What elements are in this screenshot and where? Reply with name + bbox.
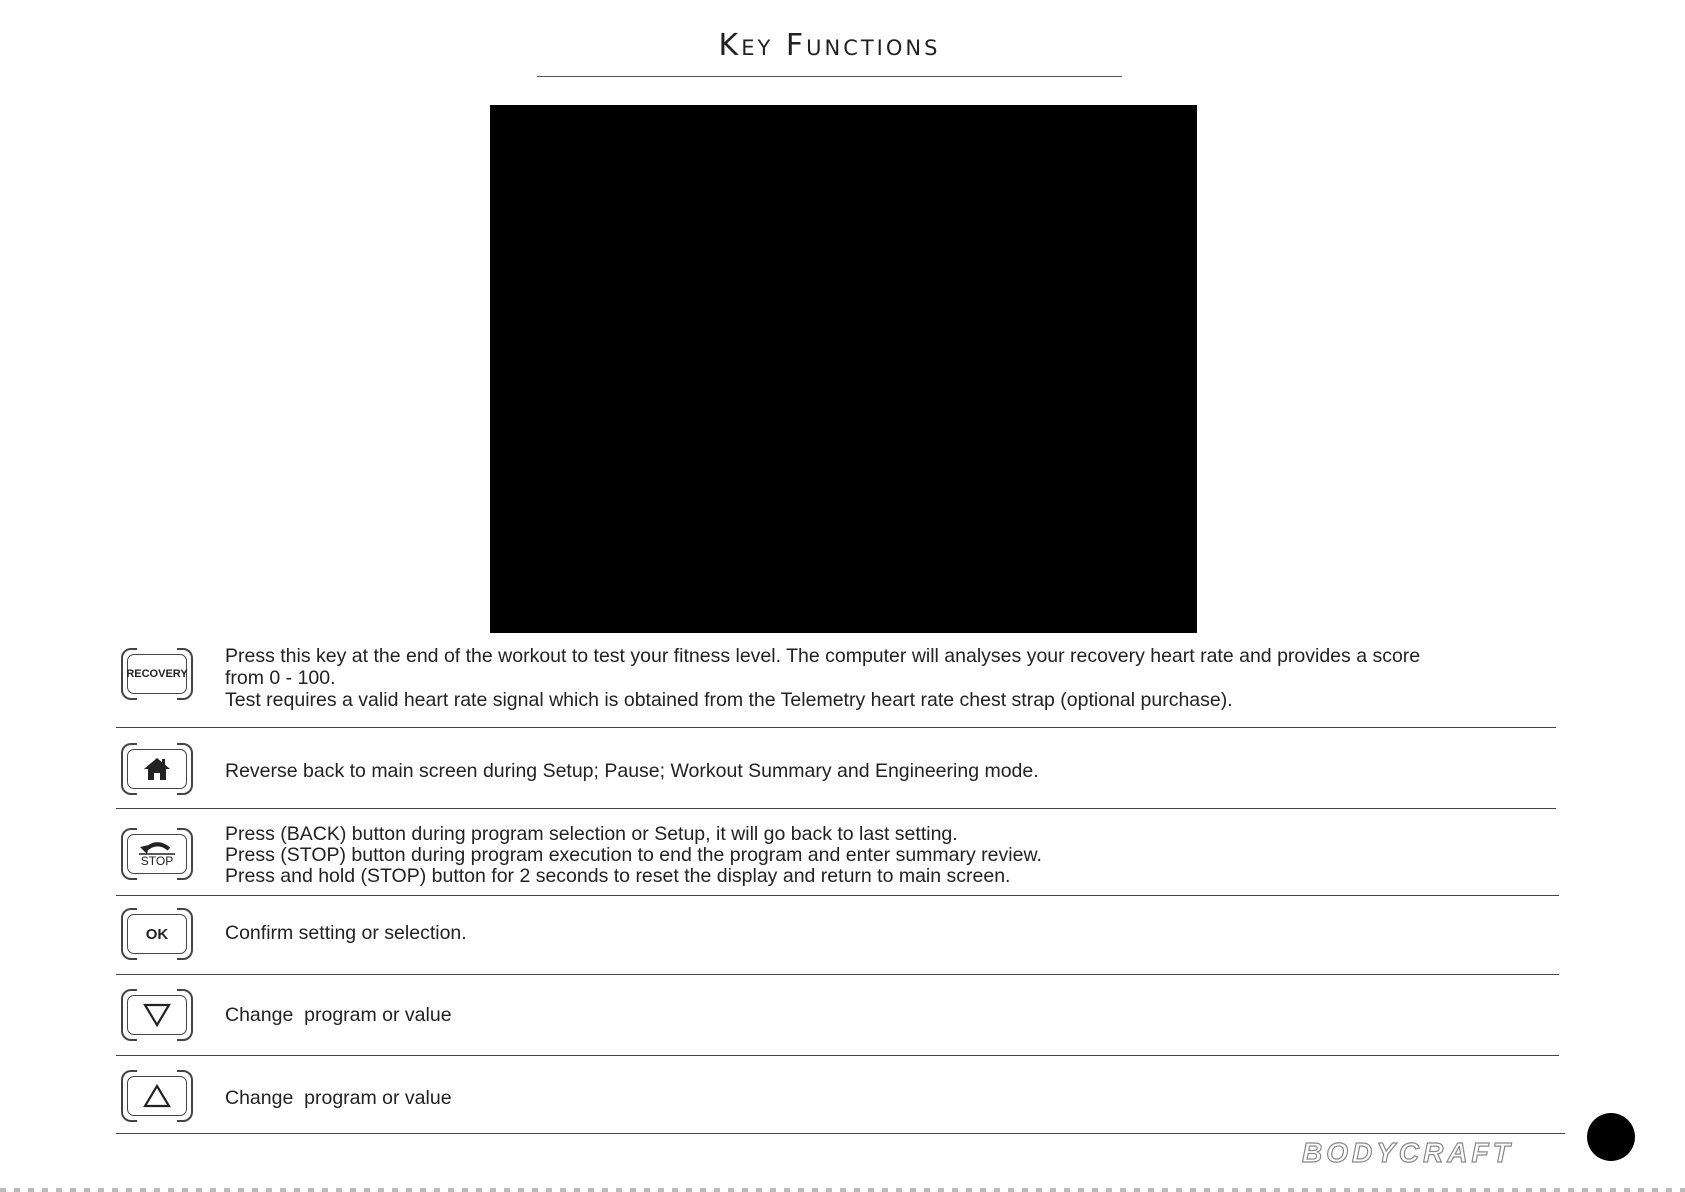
row-divider bbox=[116, 895, 1559, 896]
page-title: Key Functions bbox=[718, 28, 941, 63]
up-description: Change program or value bbox=[225, 1087, 452, 1109]
console-display-image bbox=[490, 105, 1197, 633]
row-divider bbox=[116, 808, 1556, 809]
key-row-ok bbox=[116, 905, 1556, 975]
row-divider bbox=[116, 974, 1559, 975]
up-arrow-key-icon bbox=[121, 1070, 193, 1122]
back-stop-description: Press (BACK) button during program selection or Setup, it will go back to last setting. Press (STOP) button during program execution to end the program and enter summary review. Press and hold (STOP) button for 2 seconds to reset the display and return to main screen. bbox=[225, 823, 1042, 887]
home-description: Reverse back to main screen during Setup; Pause; Workout Summary and Engineering mode. bbox=[225, 760, 1039, 782]
key-row-recovery bbox=[116, 645, 1556, 715]
back-stop-key-icon bbox=[121, 828, 193, 880]
page-marker bbox=[1587, 1113, 1635, 1161]
brand-logo: BODYCRAFT bbox=[1302, 1137, 1514, 1168]
key-row-down bbox=[116, 987, 1556, 1057]
title-divider bbox=[537, 76, 1122, 77]
home-key-icon bbox=[121, 743, 193, 795]
bottom-edge bbox=[0, 1188, 1685, 1192]
recovery-key-label: RECOVERY bbox=[126, 668, 188, 680]
down-description: Change program or value bbox=[225, 1004, 452, 1026]
ok-key-label: OK bbox=[145, 925, 169, 943]
down-arrow-key-icon bbox=[121, 989, 193, 1041]
recovery-key-icon bbox=[121, 648, 193, 700]
key-row-back-stop bbox=[116, 820, 1556, 895]
back-arrow-icon bbox=[137, 841, 177, 855]
recovery-description: Press this key at the end of the workout to test your fitness level. The computer will analyses your recovery heart rate and provides a score from 0 - 100. Test requires a valid heart rate signal which is obtained from the Telemetry heart rate chest strap (optional purchase). bbox=[225, 645, 1421, 711]
ok-key-icon bbox=[121, 908, 193, 960]
row-divider bbox=[116, 1133, 1565, 1134]
key-row-up bbox=[116, 1066, 1556, 1136]
row-divider bbox=[116, 1055, 1559, 1056]
key-row-home bbox=[116, 740, 1556, 810]
stop-key-label: STOP bbox=[140, 853, 174, 868]
row-divider bbox=[116, 727, 1556, 728]
ok-description: Confirm setting or selection. bbox=[225, 922, 467, 944]
